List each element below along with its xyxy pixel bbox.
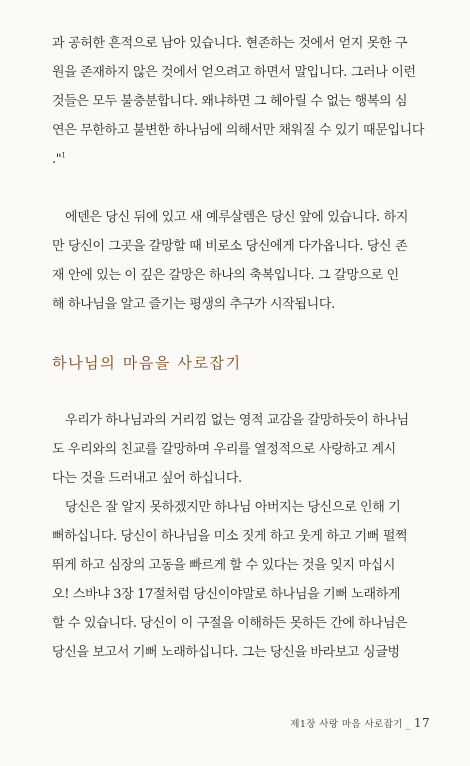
paragraph-fellowship [52, 406, 430, 493]
text-line: 에덴은 당신 뒤에 있고 새 예루살렘은 당신 앞에 있습니다. 하지 [65, 210, 409, 225]
text-line: 원을 존재하지 않은 것에서 얻으려고 하면서 말입니다. 그러나 이런 [52, 65, 416, 80]
text-line: 다는 것을 드러내고 싶어 하십니다. [52, 471, 242, 486]
paragraph-eden [52, 203, 430, 319]
text-line: 해 하나님을 알고 즐기는 평생의 추구가 시작됩니다. [52, 297, 335, 312]
text-line: 당신을 보고서 기뻐 노래하십니다. 그는 당신을 바라보고 싱글벙 [52, 645, 400, 660]
text-line: 만 당신이 그곳을 갈망할 때 비로소 당신에게 다가옵니다. 당신 존 [52, 239, 408, 254]
text-line: 과 공허한 흔적으로 남아 있습니다. 현존하는 것에서 얻지 못한 구 [52, 36, 408, 51]
footer-separator: _ [405, 719, 411, 730]
text-line: 연은 무한하고 불변한 하나님에 의해서만 채워질 수 있기 때문입니다 [52, 123, 425, 138]
running-chapter-title: 제1장 사랑 마음 사로잡기 [290, 719, 403, 730]
text-line: 오! 스바냐 3장 17절처럼 당신이야말로 하나님을 기뻐 노래하게 [52, 587, 401, 602]
footnote-marker: 1 [61, 151, 66, 160]
text-fragment: ." [52, 152, 62, 167]
paragraph-delight [52, 493, 430, 667]
text-line-last [52, 145, 430, 174]
text-line: 뻐하십니다. 당신이 하나님을 미소 짓게 하고 웃게 하고 기뻐 펄쩍 [52, 529, 408, 544]
page-number: 17 [413, 716, 430, 730]
text-line: 우리가 하나님과의 거리낌 없는 영적 교감을 갈망하듯이 하나님 [65, 413, 409, 428]
text-line: 도 우리와의 친교를 갈망하며 우리를 열정적으로 사랑하고 계시 [52, 442, 396, 457]
text-line: 재 안에 있는 이 깊은 갈망은 하나의 축복입니다. 그 갈망으로 인 [52, 268, 399, 283]
text-line: 할 수 있습니다. 당신이 이 구절을 이해하든 못하든 간에 하나님은 [52, 616, 408, 631]
text-line: 것들은 모두 불충분합니다. 왜냐하면 그 헤아릴 수 없는 행복의 심 [52, 94, 408, 109]
text-line: 뛰게 하고 심장의 고동을 빠르게 할 수 있다는 것을 잊지 마십시 [52, 558, 396, 573]
section-heading: 하나님의 마음을 사로잡기 [52, 354, 242, 372]
text-line: 당신은 잘 알지 못하겠지만 하나님 아버지는 당신으로 인해 기 [65, 500, 401, 515]
paragraph-quote [52, 29, 430, 174]
page-footer [290, 716, 430, 730]
